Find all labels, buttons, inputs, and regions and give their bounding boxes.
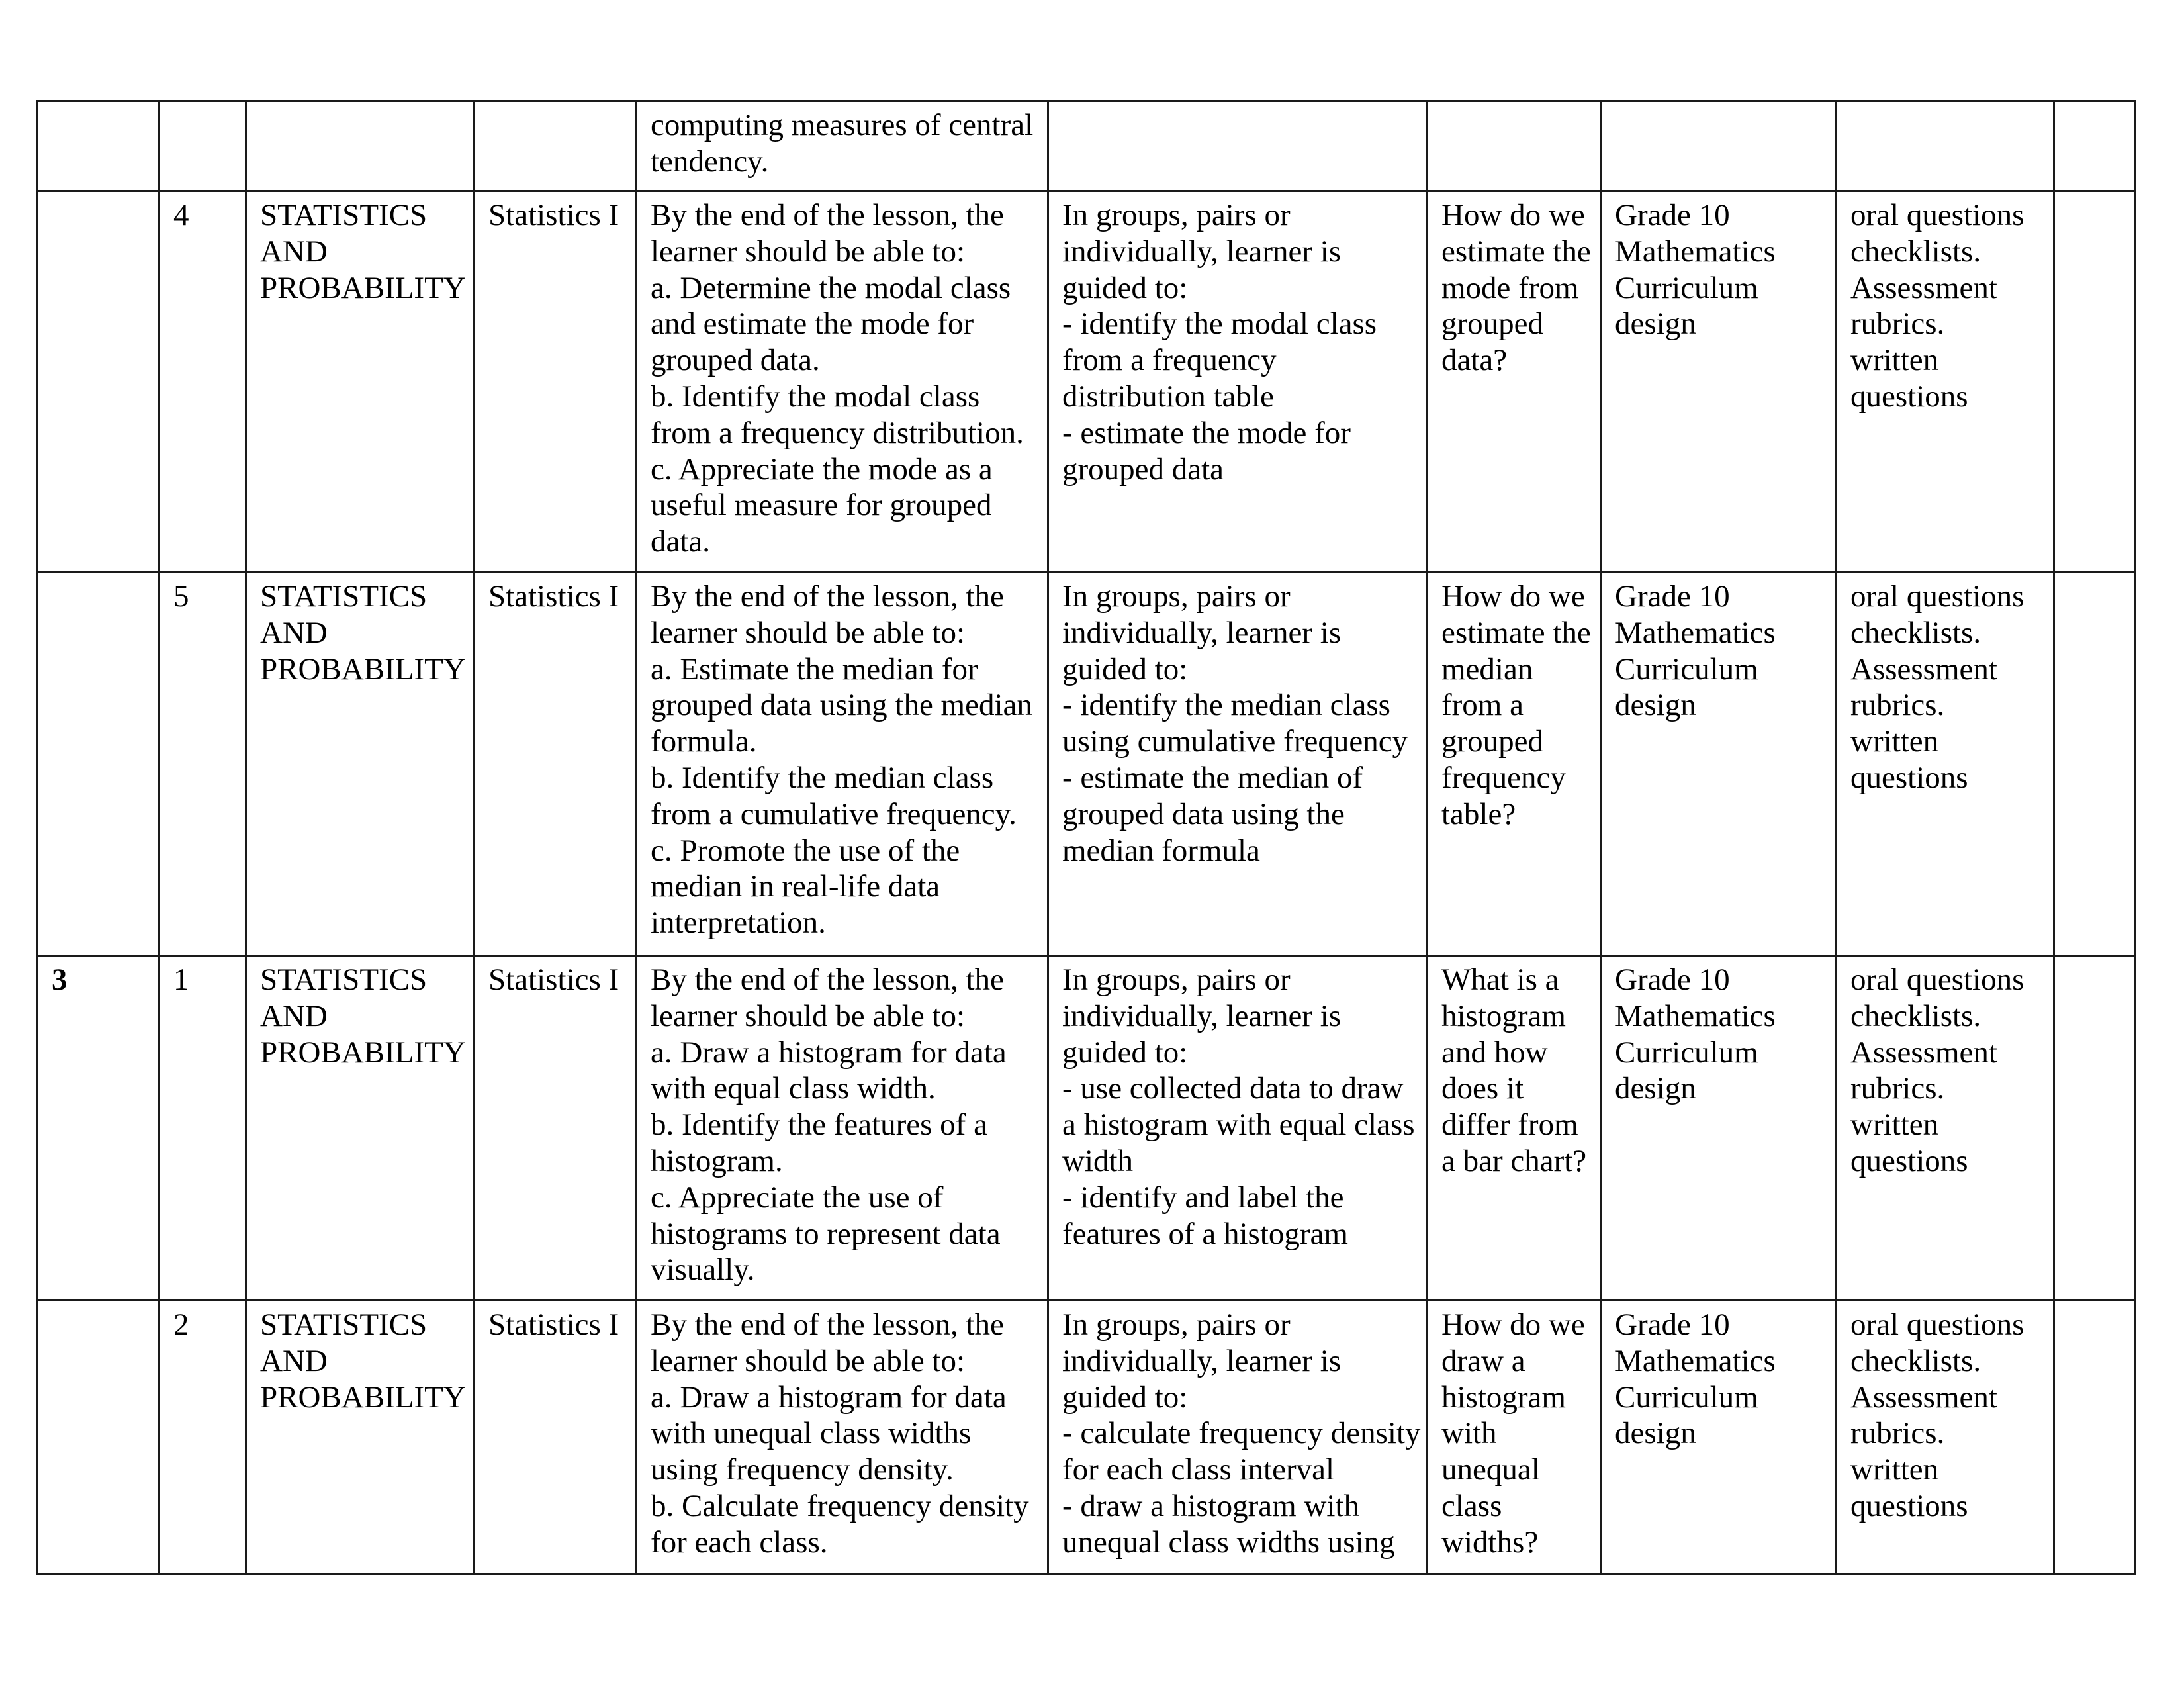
cell-text-line: grouped data [1062, 451, 1224, 487]
cell-text-line: questions [1850, 1488, 1968, 1523]
table-column-border [158, 100, 160, 1575]
cell-text-line: table? [1441, 796, 1516, 831]
cell-text-line: PROBABILITY [260, 651, 466, 686]
cell-text-line: design [1615, 1416, 1696, 1451]
lesson-cell [159, 572, 246, 955]
cell-text-line: learner should be able to: [651, 1343, 966, 1378]
sub-strand-cell [474, 572, 636, 955]
learning-resources-cell [1600, 955, 1836, 1300]
remarks-cell [2054, 572, 2134, 955]
cell-text: Statistics I [488, 579, 619, 614]
cell-text-line: PROBABILITY [260, 1380, 466, 1415]
cell-text-line: AND [260, 998, 328, 1033]
cell-text-line: a. Draw a histogram for data [651, 1380, 1007, 1415]
cell-text-line: oral questions [1850, 962, 2025, 997]
cell-text-line: Mathematics [1615, 615, 1776, 650]
cell-text [488, 107, 636, 144]
cell-text-line: rubrics. [1850, 306, 1945, 342]
cell-text-line: c. Promote the use of the [651, 833, 960, 868]
learning-resources-cell [1600, 572, 1836, 955]
week-cell [37, 572, 159, 955]
learning-outcomes-cell [636, 572, 1048, 955]
cell-text-line: grouped [1441, 724, 1544, 759]
strand-cell [246, 191, 474, 572]
cell-text-line: In groups, pairs or [1062, 1307, 1291, 1342]
cell-text-line: a bar chart? [1441, 1143, 1587, 1178]
cell-text-line: rubrics. [1850, 1071, 1945, 1106]
table-column-border [36, 100, 38, 1575]
table-row-border [36, 571, 2136, 573]
cell-text-line: questions [1850, 379, 1968, 414]
cell-text-line: class [1441, 1488, 1502, 1523]
cell-text-line: a histogram with equal class [1062, 1107, 1415, 1143]
cell-text-line: histogram [1441, 998, 1566, 1033]
assessment-cell [1836, 101, 2054, 191]
cell-text-line: By the end of the lesson, the [651, 962, 1004, 997]
assessment-cell [1836, 572, 2054, 955]
learning-experiences-cell [1048, 572, 1427, 955]
cell-text-line: a. Draw a histogram for data [651, 1035, 1007, 1070]
cell-text-line: AND [260, 1343, 328, 1378]
cell-text-line: and how [1441, 1035, 1548, 1070]
cell-text-line: unequal [1441, 1452, 1540, 1487]
table-row-border [36, 1573, 2136, 1575]
cell-text-line: - identify the median class [1062, 688, 1390, 723]
inquiry-question-cell [1427, 955, 1600, 1300]
cell-text-line: oral questions [1850, 198, 2025, 232]
table-column-border [1047, 100, 1049, 1575]
cell-text-line: Assessment [1850, 1035, 1997, 1070]
cell-text-line: grouped [1441, 306, 1544, 342]
cell-text-line: useful measure for grouped [651, 488, 992, 523]
cell-text-line: - estimate the median of [1062, 760, 1363, 795]
cell-text-line: b. Calculate frequency density [651, 1488, 1029, 1523]
cell-text-line: grouped data using the median [651, 688, 1032, 723]
assessment-cell [1836, 1300, 2054, 1573]
cell-text-line: b. Identify the modal class [651, 379, 980, 414]
table-row-border [36, 100, 2136, 102]
cell-text: 4 [173, 198, 189, 232]
learning-experiences-cell [1048, 101, 1427, 191]
learning-outcomes-cell [636, 101, 1048, 191]
cell-text-line: for each class interval [1062, 1452, 1335, 1487]
cell-text-line: - draw a histogram with [1062, 1488, 1360, 1523]
cell-text-line: guided to: [1062, 1380, 1188, 1415]
cell-text-line: design [1615, 306, 1696, 342]
cell-text-line: Grade 10 [1615, 579, 1730, 614]
cell-text-line: - estimate the mode for [1062, 415, 1351, 450]
cell-text-line: written [1850, 1107, 1939, 1143]
cell-text-line: guided to: [1062, 651, 1188, 686]
cell-text-line: guided to: [1062, 1035, 1188, 1070]
cell-text: Statistics I [488, 198, 619, 232]
cell-text-line: checklists. [1850, 1343, 1981, 1378]
cell-text [2068, 197, 2134, 234]
cell-text-line: formula. [651, 724, 757, 759]
week-cell [37, 955, 159, 1300]
lesson-cell [159, 101, 246, 191]
cell-text [2068, 107, 2134, 144]
assessment-cell [1836, 191, 2054, 572]
cell-text-line: a. Determine the modal class [651, 270, 1011, 305]
cell-text [260, 107, 474, 144]
lesson-cell [159, 1300, 246, 1573]
cell-text-line: Grade 10 [1615, 1307, 1730, 1342]
cell-text-line: histograms to represent data [651, 1216, 1001, 1251]
cell-text: Statistics I [488, 1307, 619, 1342]
learning-outcomes-cell [636, 1300, 1048, 1573]
cell-text [52, 579, 159, 615]
learning-outcomes-cell [636, 191, 1048, 572]
cell-text-line: By the end of the lesson, the [651, 198, 1004, 232]
strand-cell [246, 955, 474, 1300]
cell-text-line: How do we [1441, 579, 1585, 614]
cell-text-line: AND [260, 234, 328, 269]
cell-text-line: from a frequency [1062, 343, 1277, 378]
cell-text-line: STATISTICS [260, 579, 428, 614]
cell-text-line: questions [1850, 760, 1968, 795]
cell-text-line: mode from [1441, 270, 1579, 305]
table-column-border [473, 100, 475, 1575]
cell-text-line: STATISTICS [260, 198, 428, 232]
cell-text-line: design [1615, 1071, 1696, 1106]
cell-text-line: How do we [1441, 198, 1585, 232]
cell-text-line: from a [1441, 688, 1524, 723]
cell-text-line: with [1441, 1416, 1497, 1451]
cell-text-line: oral questions [1850, 579, 2025, 614]
cell-text-line: data. [651, 524, 711, 559]
cell-text-line: Assessment [1850, 1380, 1997, 1415]
cell-text-line: estimate the [1441, 615, 1591, 650]
cell-text-line: oral questions [1850, 1307, 2025, 1342]
cell-text-line: STATISTICS [260, 1307, 428, 1342]
cell-text-line: - use collected data to draw [1062, 1071, 1404, 1106]
cell-text-line: with equal class width. [651, 1071, 936, 1106]
table-row-border [36, 1299, 2136, 1301]
cell-text-line: distribution table [1062, 379, 1274, 414]
learning-resources-cell [1600, 101, 1836, 191]
cell-text-line: rubrics. [1850, 688, 1945, 723]
sub-strand-cell [474, 101, 636, 191]
table-column-border [1600, 100, 1602, 1575]
cell-text: 1 [173, 962, 189, 997]
table-column-border [245, 100, 247, 1575]
cell-text-line: Assessment [1850, 270, 1997, 305]
cell-text-line: Curriculum [1615, 651, 1758, 686]
cell-text-line: Grade 10 [1615, 198, 1730, 232]
cell-text [2068, 579, 2134, 615]
cell-text-line: features of a histogram [1062, 1216, 1348, 1251]
cell-text-line: AND [260, 615, 328, 650]
cell-text-line: checklists. [1850, 615, 1981, 650]
cell-text-line: guided to: [1062, 270, 1188, 305]
remarks-cell [2054, 955, 2134, 1300]
cell-text-line: checklists. [1850, 998, 1981, 1033]
cell-text-line: histogram [1441, 1380, 1566, 1415]
remarks-cell [2054, 1300, 2134, 1573]
table-row-border [36, 955, 2136, 957]
cell-text-line: individually, learner is [1062, 615, 1342, 650]
cell-text-line: draw a [1441, 1343, 1525, 1378]
remarks-cell [2054, 101, 2134, 191]
assessment-cell [1836, 955, 2054, 1300]
cell-text-line: c. Appreciate the use of [651, 1180, 944, 1215]
cell-text-line: STATISTICS [260, 962, 428, 997]
cell-text-line: with unequal class widths [651, 1416, 972, 1451]
cell-text-line: b. Identify the median class [651, 760, 994, 795]
cell-text-line: written [1850, 724, 1939, 759]
learning-outcomes-cell [636, 955, 1048, 1300]
cell-text-line: histogram. [651, 1143, 783, 1178]
cell-text-line: does it [1441, 1071, 1524, 1106]
remarks-cell [2054, 191, 2134, 572]
sub-strand-cell [474, 191, 636, 572]
learning-resources-cell [1600, 191, 1836, 572]
cell-text-line: widths? [1441, 1524, 1539, 1560]
learning-experiences-cell [1048, 1300, 1427, 1573]
cell-text-line: individually, learner is [1062, 998, 1342, 1033]
week-cell [37, 1300, 159, 1573]
cell-text-line: computing measures of central [651, 108, 1034, 142]
lesson-cell [159, 955, 246, 1300]
cell-text-line: from a cumulative frequency. [651, 796, 1017, 831]
cell-text-line: Curriculum [1615, 1035, 1758, 1070]
cell-text-line: - identify the modal class [1062, 306, 1377, 342]
week-cell [37, 101, 159, 191]
cell-text: 3 [52, 962, 68, 997]
cell-text-line: Mathematics [1615, 998, 1776, 1033]
week-cell [37, 191, 159, 572]
cell-text-line: - identify and label the [1062, 1180, 1344, 1215]
cell-text-line: frequency [1441, 760, 1566, 795]
cell-text-line: PROBABILITY [260, 270, 466, 305]
cell-text-line: Mathematics [1615, 1343, 1776, 1378]
cell-text-line: using cumulative frequency [1062, 724, 1408, 759]
cell-text-line: - calculate frequency density [1062, 1416, 1421, 1451]
cell-text-line: What is a [1441, 962, 1559, 997]
cell-text-line: for each class. [651, 1524, 828, 1560]
cell-text-line: tendency. [651, 144, 769, 179]
cell-text [52, 197, 159, 234]
cell-text-line: Curriculum [1615, 270, 1758, 305]
cell-text-line: PROBABILITY [260, 1035, 466, 1070]
inquiry-question-cell [1427, 1300, 1600, 1573]
learning-experiences-cell [1048, 191, 1427, 572]
cell-text-line: using frequency density. [651, 1452, 954, 1487]
table-column-border [2053, 100, 2055, 1575]
cell-text [2068, 1307, 2134, 1343]
cell-text [173, 107, 246, 144]
sub-strand-cell [474, 955, 636, 1300]
cell-text-line: from a frequency distribution. [651, 415, 1024, 450]
cell-text-line: In groups, pairs or [1062, 198, 1291, 232]
cell-text-line: learner should be able to: [651, 234, 966, 269]
cell-text-line: unequal class widths using [1062, 1524, 1395, 1560]
cell-text-line: written [1850, 1452, 1939, 1487]
cell-text-line: grouped data. [651, 343, 820, 378]
cell-text-line: median in real-life data [651, 869, 940, 904]
cell-text-line: Mathematics [1615, 234, 1776, 269]
lesson-cell [159, 191, 246, 572]
sub-strand-cell [474, 1300, 636, 1573]
strand-cell [246, 101, 474, 191]
cell-text-line: Curriculum [1615, 1380, 1758, 1415]
cell-text-line: a. Estimate the median for [651, 651, 978, 686]
cell-text-line: In groups, pairs or [1062, 579, 1291, 614]
cell-text-line: How do we [1441, 1307, 1585, 1342]
inquiry-question-cell [1427, 572, 1600, 955]
cell-text [52, 107, 159, 144]
learning-experiences-cell [1048, 955, 1427, 1300]
cell-text-line: By the end of the lesson, the [651, 579, 1004, 614]
inquiry-question-cell [1427, 101, 1600, 191]
cell-text-line: questions [1850, 1143, 1968, 1178]
table-column-border [2134, 100, 2136, 1575]
cell-text-line: learner should be able to: [651, 615, 966, 650]
cell-text-line: rubrics. [1850, 1416, 1945, 1451]
cell-text-line: data? [1441, 343, 1508, 378]
cell-text-line: design [1615, 688, 1696, 723]
cell-text-line: Assessment [1850, 651, 1997, 686]
cell-text [2068, 962, 2134, 998]
learning-resources-cell [1600, 1300, 1836, 1573]
cell-text-line: differ from [1441, 1107, 1578, 1143]
cell-text-line: b. Identify the features of a [651, 1107, 987, 1143]
cell-text-line: learner should be able to: [651, 998, 966, 1033]
cell-text [52, 1307, 159, 1343]
cell-text-line: By the end of the lesson, the [651, 1307, 1004, 1342]
cell-text-line: checklists. [1850, 234, 1981, 269]
cell-text-line: grouped data using the [1062, 796, 1345, 831]
strand-cell [246, 572, 474, 955]
cell-text-line: interpretation. [651, 906, 826, 941]
inquiry-question-cell [1427, 191, 1600, 572]
table-column-border [1426, 100, 1428, 1575]
cell-text-line: In groups, pairs or [1062, 962, 1291, 997]
cell-text-line: c. Appreciate the mode as a [651, 451, 993, 487]
cell-text-line: estimate the [1441, 234, 1591, 269]
cell-text-line: visually. [651, 1252, 755, 1288]
cell-text-line: Grade 10 [1615, 962, 1730, 997]
table-column-border [635, 100, 637, 1575]
cell-text-line: median formula [1062, 833, 1260, 868]
cell-text-line: median [1441, 651, 1533, 686]
cell-text: 2 [173, 1307, 189, 1342]
cell-text-line: individually, learner is [1062, 1343, 1342, 1378]
table-column-border [1835, 100, 1837, 1575]
cell-text: Statistics I [488, 962, 619, 997]
cell-text-line: written [1850, 343, 1939, 378]
cell-text-line: width [1062, 1143, 1134, 1178]
strand-cell [246, 1300, 474, 1573]
cell-text: 5 [173, 579, 189, 614]
cell-text-line: and estimate the mode for [651, 306, 974, 342]
table-row-border [36, 190, 2136, 192]
cell-text-line: individually, learner is [1062, 234, 1342, 269]
